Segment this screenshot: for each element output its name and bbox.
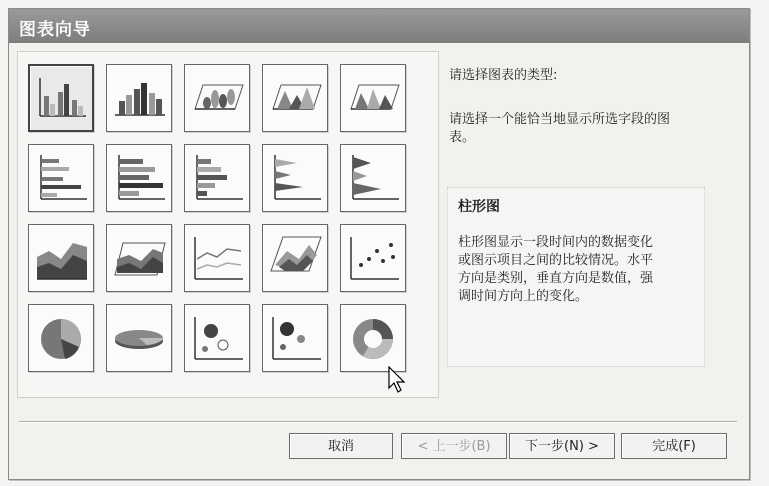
area-chart-icon[interactable] [28, 224, 94, 292]
select-chart-hint-line1: 请选择一个能恰当地显示所选字段的图 [449, 112, 671, 127]
chart-type-name: 柱形图 [458, 199, 500, 215]
3d-column-chart-icon[interactable] [106, 64, 172, 132]
description-line: 方向是类别，垂直方向是数值，强 [458, 271, 654, 286]
title-bar [9, 9, 749, 43]
3d-bubble-chart-icon[interactable] [262, 304, 328, 372]
chart-wizard-dialog [8, 8, 750, 480]
3d-bar-chart-icon[interactable] [106, 144, 172, 212]
3d-cylinder-chart-icon[interactable] [184, 64, 250, 132]
chart-type-grid [17, 51, 439, 398]
bar-chart-icon[interactable] [28, 144, 94, 212]
scatter-chart-icon[interactable] [340, 224, 406, 292]
3d-pie-chart-icon[interactable] [106, 304, 172, 372]
clustered-bar-chart-icon[interactable] [184, 144, 250, 212]
3d-pyramid-chart-icon[interactable] [340, 64, 406, 132]
chart-description-box [447, 187, 705, 367]
description-line: 柱形图显示一段时间内的数据变化 [458, 235, 654, 250]
3d-area-chart-icon[interactable] [106, 224, 172, 292]
doughnut-chart-icon[interactable] [340, 304, 406, 372]
mouse-cursor-icon [388, 366, 408, 394]
separator [19, 421, 737, 423]
surface-chart-icon[interactable] [262, 224, 328, 292]
cancel-button[interactable]: 取消 [289, 433, 393, 459]
column-chart-icon[interactable] [28, 64, 94, 132]
pie-chart-icon[interactable] [28, 304, 94, 372]
line-chart-icon[interactable] [184, 224, 250, 292]
next-button[interactable]: 下一步(N) > [509, 433, 615, 459]
window-title: 图表向导 [19, 20, 91, 40]
description-line: 或图示项目之间的比较情况。水平 [458, 253, 654, 268]
description-line: 调时间方向上的变化。 [458, 289, 589, 304]
pyramid-bar-chart-icon[interactable] [340, 144, 406, 212]
bubble-chart-icon[interactable] [184, 304, 250, 372]
select-chart-hint-line2: 表。 [449, 130, 476, 145]
3d-cone-chart-icon[interactable] [262, 64, 328, 132]
cone-bar-chart-icon[interactable] [262, 144, 328, 212]
finish-button[interactable]: 完成(F) [621, 433, 727, 459]
chart-type-description [458, 234, 698, 306]
prev-button[interactable]: < 上一步(B) [401, 433, 507, 459]
select-chart-type-label: 请选择图表的类型: [449, 68, 558, 83]
